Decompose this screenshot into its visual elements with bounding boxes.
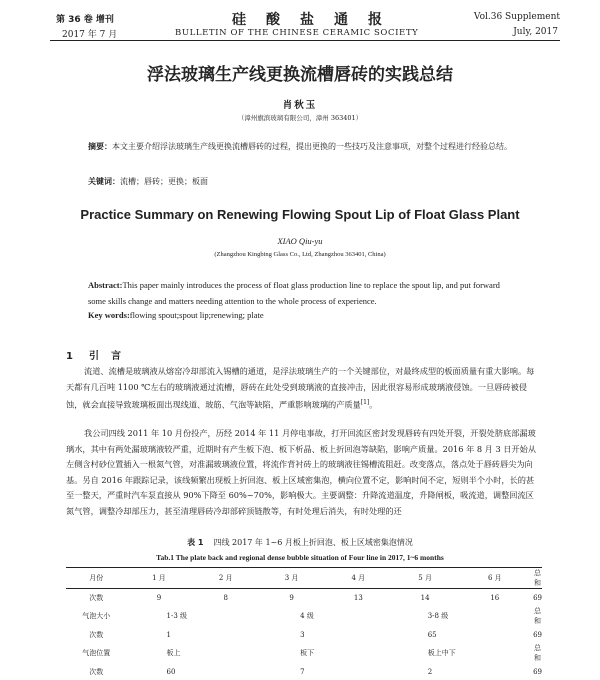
table-cell: 板下 <box>300 649 315 657</box>
keywords-cn <box>88 176 208 187</box>
keywords-en <box>88 310 264 320</box>
paper-title-cn: 浮法玻璃生产线更换流槽唇砖的实践总结 <box>147 65 453 85</box>
journal-title: 硅酸盐通报 <box>232 12 402 28</box>
table-header-cell: 2 月 <box>191 568 260 589</box>
table-row <box>66 589 542 607</box>
journal-date-en: July, 2017 <box>513 27 558 37</box>
table-cell: 次数 <box>89 593 104 602</box>
table-header-cell: 3 月 <box>260 568 323 589</box>
table-cell: 60 <box>166 667 176 676</box>
section-title: 引言 <box>88 351 133 362</box>
table-cell: 69 <box>533 667 542 676</box>
table-row <box>66 663 542 680</box>
abstract-en-text: This paper mainly introduces the process of float glass production line to replace the spout lip, and put forward some skills change and matters needing attention to the whole process of experience. <box>88 280 500 306</box>
table-cell: 7 <box>300 667 305 676</box>
table-header-cell: 5 月 <box>394 568 457 589</box>
table-header-row <box>66 568 542 589</box>
keywords-en-label: Key words: <box>88 310 130 320</box>
table-caption-cn <box>0 537 600 548</box>
table-row <box>66 626 542 643</box>
table-number: 表 1 <box>187 538 204 547</box>
table-cell: 9 <box>156 593 162 602</box>
table-cell: 3-8 级 <box>427 612 449 620</box>
keywords-en-text: flowing spout;spout lip;renewing; plate <box>129 310 264 320</box>
table-cell: 8 <box>223 593 228 602</box>
author-cn: 肖秋玉 <box>282 100 318 111</box>
table-cell: 3 <box>300 630 305 639</box>
table-cell: 13 <box>353 593 363 602</box>
table-cell: 9 <box>289 593 294 602</box>
table-cell: 气泡大小 <box>82 612 111 620</box>
table-header-cell: 1 月 <box>127 568 192 589</box>
table-cell: 板上中下 <box>427 649 456 657</box>
table-cell: 1 <box>166 630 171 639</box>
journal-volume-en: Vol.36 Supplement <box>473 12 560 22</box>
affiliation-en: (Zhangzhou Kingbing Glass Co., Ltd, Zhangzhou 363401, China) <box>214 251 386 258</box>
table-cell: 2 <box>427 667 433 676</box>
table-header-cell: 月份 <box>66 568 127 589</box>
author-en: XIAO Qiu-yu <box>277 236 323 246</box>
affiliation-cn: （漳州旗滨玻璃有限公司，漳州 363401） <box>237 114 363 122</box>
journal-title-en: BULLETIN OF THE CHINESE CERAMIC SOCIETY <box>175 28 419 38</box>
header-rule <box>50 40 560 41</box>
body-paragraph-2: 我公司四线 2011 年 10 月份投产，历经 2014 年 11 月停电事故，打开回流区密封发现唇砖有四处开裂，开裂处脐底部漏玻璃水，其中有两处漏玻璃液较严重，近期时有产生板下泡、板下析晶、板上折回泡等缺陷，影响产质量。2016 年 8 月 3 日开始从左侧含村砂位置插入一根氮气管，对准漏玻璃液位置，将流作背衬砖上的玻璃液往锡槽流阻赶。改变落点，落点处于唇砖唇尖为向基。另自 2016 年跟踪记录，该线频繁出现板上折回泡、板上区域密集泡，横向位置不定，影响时间不定，短则半个小时，长的甚至一整天，严重时汽车泵直接从 90%下降至 60%~70%，影响极大。主要调整：升降流道温度，升降闸板，吸流道，调整回流区氮气管，调整冷却部压力，甚至清理唇砖冷却部碎顶链散等，有时处理后消失，有时处理的还 <box>66 428 537 516</box>
keywords-cn-label: 关键词： <box>88 177 120 186</box>
abstract-cn-label: 摘要： <box>88 142 112 151</box>
table-cell: 65 <box>427 630 437 639</box>
table-caption-text: 四线 2017 年 1~6 月板上折回泡、板上区域密集泡情况 <box>213 538 413 547</box>
table-cell: 4 级 <box>300 612 314 620</box>
table-cell: 69 <box>533 630 542 639</box>
bubble-table <box>66 567 542 680</box>
table-caption-en: Tab.1 The plate back and regional dense bubble situation of Four line in 2017, 1~6 months <box>156 553 444 562</box>
journal-date: 2017 年 7 月 <box>62 30 118 40</box>
table-header-cell: 4 月 <box>323 568 394 589</box>
abstract-en-label: Abstract: <box>88 280 123 290</box>
table-cell: 14 <box>420 593 430 602</box>
abstract-cn <box>88 140 518 154</box>
table-cell: 69 <box>533 593 542 602</box>
citation-ref: [1] <box>360 399 370 407</box>
table-row <box>66 643 542 663</box>
table-cell: 1-3 级 <box>166 612 187 620</box>
table-cell: 次数 <box>89 667 104 676</box>
paragraph-end: 。 <box>369 399 378 410</box>
table-cell: 总和 <box>534 607 542 625</box>
section-heading <box>66 347 133 362</box>
table-header-cell: 总和 <box>534 569 542 587</box>
paragraph-text: 流道、流槽是玻璃液从熔窑冷却部流入锡槽的通道，是浮法玻璃生产的一个关键部位，对最终成型的板面质量有重大影响。每天都有几百吨 1100 ℃左右的玻璃液通过流槽，唇砖在此处受到玻璃液的直接冲击，因此很容易形成玻璃液侵蚀。一旦唇砖被侵蚀，就会直接导致玻璃板面出现线道、玻筋、气泡等缺陷，严重影响玻璃的产质量 <box>66 366 535 410</box>
paper-title-en: Practice Summary on Renewing Flowing Spout Lip of Float Glass Plant <box>80 207 520 222</box>
abstract-en <box>88 278 518 309</box>
body-paragraph-1 <box>66 364 542 414</box>
abstract-cn-text: 本文主要介绍浮法玻璃生产线更换流槽唇砖的过程，提出更换的一些技巧及注意事项，对整个过程进行经验总结。 <box>112 142 512 151</box>
table-cell: 气泡位置 <box>82 649 111 657</box>
table-cell: 板上 <box>166 649 181 657</box>
keywords-cn-text: 流槽；唇砖；更换；板面 <box>120 177 208 186</box>
table-cell: 16 <box>490 593 500 602</box>
table-cell: 总和 <box>534 644 542 662</box>
journal-volume: 第 36 卷 增刊 <box>56 15 114 25</box>
table-header-cell: 6 月 <box>457 568 534 589</box>
table-cell: 次数 <box>89 630 104 639</box>
section-number: 1 <box>66 351 73 362</box>
table-row <box>66 606 542 626</box>
